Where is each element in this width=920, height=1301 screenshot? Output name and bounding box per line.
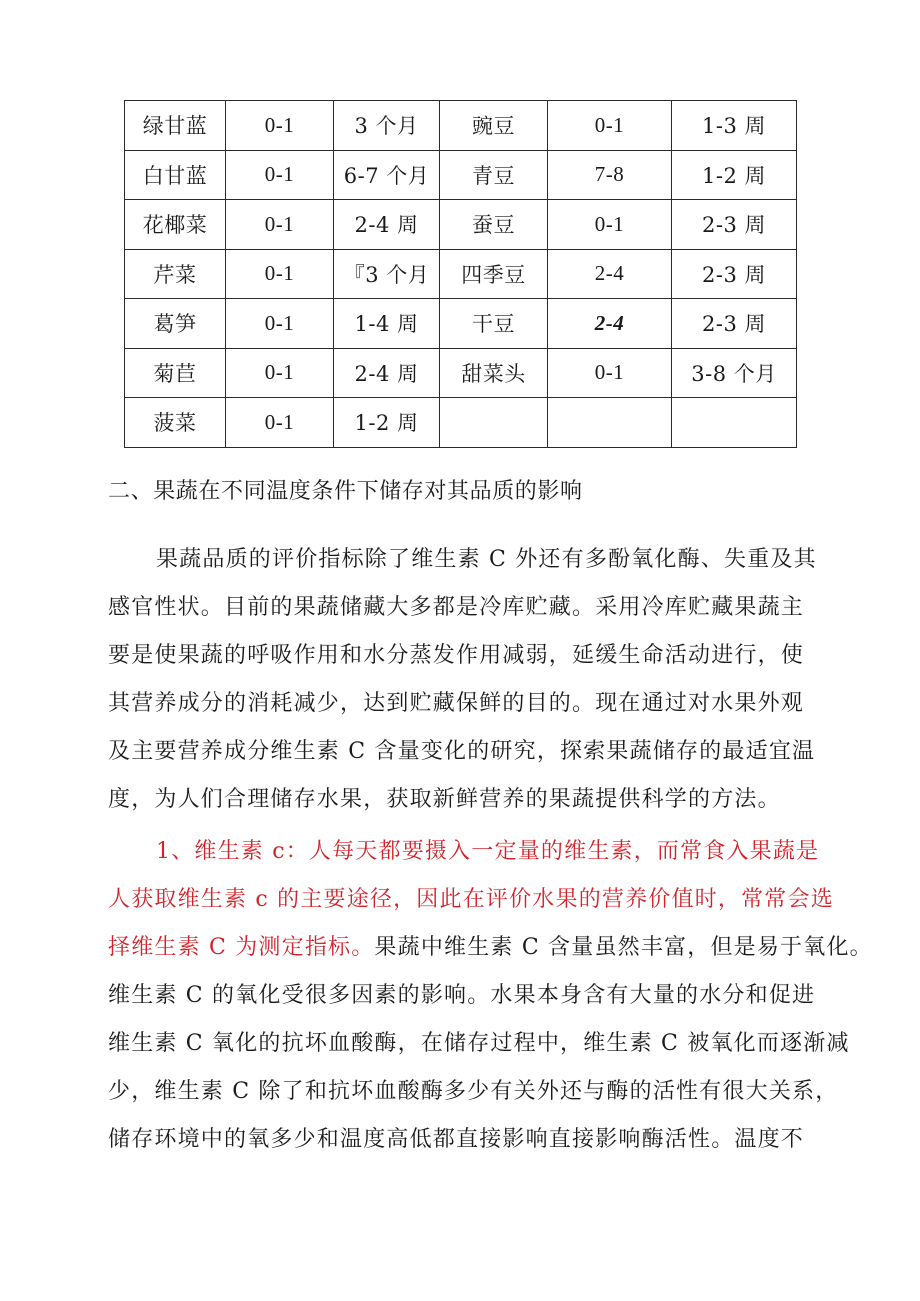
table-cell: 1-3 周 bbox=[672, 101, 797, 151]
table-cell: 2-3 周 bbox=[672, 299, 797, 349]
table-cell: 2-4 bbox=[548, 249, 672, 299]
table-cell: 『3 个月 bbox=[334, 249, 440, 299]
table-cell: 2-4 bbox=[548, 299, 672, 349]
table-cell: 0-1 bbox=[226, 398, 334, 448]
table-cell: 1-2 周 bbox=[334, 398, 440, 448]
table-cell: 花椰菜 bbox=[125, 200, 226, 250]
table-cell: 四季豆 bbox=[440, 249, 548, 299]
table-cell: 干豆 bbox=[440, 299, 548, 349]
table-cell: 7-8 bbox=[548, 150, 672, 200]
table-cell: 0-1 bbox=[548, 200, 672, 250]
table-cell: 豌豆 bbox=[440, 101, 548, 151]
table-row bbox=[125, 249, 797, 299]
table-cell: 1-4 周 bbox=[334, 299, 440, 349]
table-row bbox=[125, 348, 797, 398]
table-cell: 0-1 bbox=[226, 200, 334, 250]
table-row bbox=[125, 200, 797, 250]
storage-table bbox=[124, 100, 797, 448]
table-cell: 葛笋 bbox=[125, 299, 226, 349]
section-heading: 二、果蔬在不同温度条件下储存对其品质的影响 bbox=[108, 479, 583, 504]
table-cell: 0-1 bbox=[226, 101, 334, 151]
table-cell: 菠菜 bbox=[125, 398, 226, 448]
table-row bbox=[125, 398, 797, 448]
table-cell: 2-4 周 bbox=[334, 200, 440, 250]
table-cell: 0-1 bbox=[548, 348, 672, 398]
table-cell bbox=[440, 398, 548, 448]
table-row bbox=[125, 299, 797, 349]
table-cell: 白甘蓝 bbox=[125, 150, 226, 200]
table-cell: 0-1 bbox=[226, 249, 334, 299]
table-cell: 蚕豆 bbox=[440, 200, 548, 250]
table-row bbox=[125, 150, 797, 200]
table-cell: 0-1 bbox=[226, 348, 334, 398]
table-cell: 3 个月 bbox=[334, 101, 440, 151]
plain-fragment: 果蔬中维生素 C 含量虽然丰富，但是易于氧化。 bbox=[374, 935, 873, 960]
table-cell: 0-1 bbox=[226, 299, 334, 349]
table-cell bbox=[672, 398, 797, 448]
table-cell: 菊苣 bbox=[125, 348, 226, 398]
table-cell: 3-8 个月 bbox=[672, 348, 797, 398]
table-cell: 青豆 bbox=[440, 150, 548, 200]
table-cell bbox=[548, 398, 672, 448]
table-row bbox=[125, 101, 797, 151]
table-cell: 2-4 周 bbox=[334, 348, 440, 398]
document-page: 绿甘蓝 0-1 3 个月 豌豆 0-1 1-3 周 白甘蓝 0-1 6-7 个月 青豆 7-8 1-2 周 花椰菜 0-1 2-4 周 蚕豆 0-1 2-3 周 芹菜 0-1 『3 个月 四季豆 2-4 2-3 周 葛笋 0-1 1-4 周 干豆 2-4 2-3 周 菊苣 0-1 2-4 周 甜菜头 0-1 3-8 个月 菠菜 0-1 1-2 周 二、果蔬在不同温度条件下储存对其品质的影响 果蔬品质的评价指标除了维生素 C 外还有多酚氧化酶、失重及其 感官性状。目前的果蔬储藏大多都是冷库贮藏。采用冷库贮藏果蔬主 要是使果蔬的呼吸作用和水分蒸发作用减弱，延缓生命活动进行，使 其营养成分的消耗减少，达到贮藏保鲜的目的。现在通过对水果外观 及主要营养成分维生素 C 含量变化的研究，探索果蔬储存的最适宜温 度，为人们合理储存水果，获取新鲜营养的果蔬提供科学的方法。 1、维生素 c：人每天都要摄入一定量的维生素，而常食入果蔬是 人获取维生素 c 的主要途径，因此在评价水果的营养价值时，常常会选 择维生素 C 为测定指标。果蔬中维生素 C 含量虽然丰富，但是易于氧化。 维生素 C 的氧化受很多因素的影响。水果本身含有大量的水分和促进 维生素 C 氧化的抗坏血酸酶，在储存过程中，维生素 C 被氧化而逐渐减 少，维生素 C 除了和抗坏血酸酶多少有关外还与酶的活性有很大关系， 储存环境中的氧多少和温度高低都直接影响直接影响酶活性。温度不 bbox=[0, 0, 920, 1301]
table-cell: 2-3 周 bbox=[672, 249, 797, 299]
table-cell: 2-3 周 bbox=[672, 200, 797, 250]
table-cell: 芹菜 bbox=[125, 249, 226, 299]
highlighted-fragment: 择维生素 C 为测定指标。 bbox=[108, 935, 375, 960]
table-cell: 1-2 周 bbox=[672, 150, 797, 200]
table-cell: 0-1 bbox=[548, 101, 672, 151]
table-cell: 绿甘蓝 bbox=[125, 101, 226, 151]
table-cell: 6-7 个月 bbox=[334, 150, 440, 200]
table-cell: 甜菜头 bbox=[440, 348, 548, 398]
table-cell: 0-1 bbox=[226, 150, 334, 200]
